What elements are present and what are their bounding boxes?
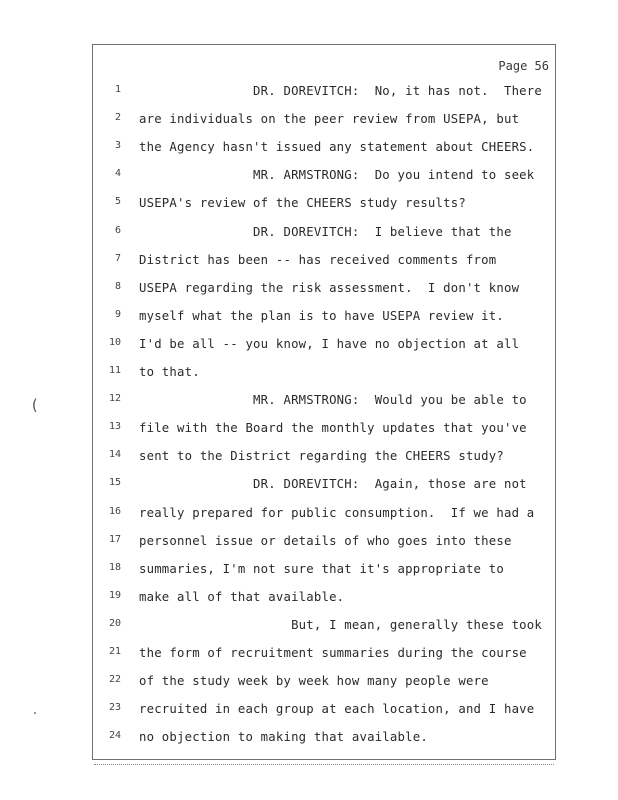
line-number: 9 xyxy=(114,308,121,320)
line-number: 8 xyxy=(114,280,121,292)
transcript-line-text: DR. DOREVITCH: I believe that the xyxy=(139,224,512,239)
line-number: 18 xyxy=(108,561,121,573)
line-number: 23 xyxy=(108,702,121,714)
line-number: 17 xyxy=(108,533,121,545)
scan-artifact-line xyxy=(94,764,554,765)
transcript-line-text: But, I mean, generally these took xyxy=(139,617,542,632)
line-number: 6 xyxy=(114,224,121,236)
line-number: 13 xyxy=(108,421,121,433)
line-number: 2 xyxy=(114,112,121,124)
transcript-line-text: make all of that available. xyxy=(139,589,345,604)
line-number: 3 xyxy=(114,140,121,152)
page-number: Page 56 xyxy=(498,59,549,73)
transcript-line-text: USEPA regarding the risk assessment. I don't know xyxy=(139,280,520,295)
transcript-line-text: really prepared for public consumption. If we had a xyxy=(139,505,535,520)
transcript-line-text: sent to the District regarding the CHEERS study? xyxy=(139,449,504,464)
transcript-page xyxy=(92,44,556,760)
transcript-line-text: are individuals on the peer review from USEPA, but xyxy=(139,112,520,127)
margin-bracket-mark: ( xyxy=(30,396,40,414)
transcript-line-text: no objection to making that available. xyxy=(139,730,428,745)
line-number: 21 xyxy=(108,646,121,657)
transcript-line-text: the form of recruitment summaries during the course xyxy=(139,646,527,660)
line-number: 22 xyxy=(108,674,121,686)
line-number: 10 xyxy=(108,336,121,348)
line-number: 24 xyxy=(108,730,121,742)
transcript-line-text: personnel issue or details of who goes into these xyxy=(139,533,512,548)
transcript-line-text: summaries, I'm not sure that it's appropriate to xyxy=(139,561,504,576)
transcript-line-text: MR. ARMSTRONG: Would you be able to xyxy=(139,393,527,408)
transcript-line-text: MR. ARMSTRONG: Do you intend to seek xyxy=(139,168,535,183)
line-number: 16 xyxy=(108,505,121,517)
line-number: 11 xyxy=(108,365,121,376)
transcript-line-text: the Agency hasn't issued any statement about CHEERS. xyxy=(139,140,535,155)
transcript-line-text: DR. DOREVITCH: Again, those are not xyxy=(139,477,527,492)
transcript-line-text: file with the Board the monthly updates that you've xyxy=(139,421,527,436)
line-number: 12 xyxy=(108,393,121,405)
transcript-line-text: myself what the plan is to have USEPA review it. xyxy=(139,308,504,323)
line-number: 14 xyxy=(108,449,121,461)
transcript-line-text: recruited in each group at each location, and I have xyxy=(139,702,535,717)
line-number: 20 xyxy=(108,617,121,629)
transcript-line-text: of the study week by week how many people were xyxy=(139,674,489,689)
transcript-line-text: USEPA's review of the CHEERS study results? xyxy=(139,196,466,211)
line-number: 1 xyxy=(114,84,121,95)
line-number: 5 xyxy=(114,196,121,208)
transcript-line-text: I'd be all -- you know, I have no objection at all xyxy=(139,336,520,351)
margin-dot xyxy=(34,712,36,714)
line-number: 7 xyxy=(114,252,121,264)
transcript-line-text: District has been -- has received comments from xyxy=(139,252,497,267)
line-number: 15 xyxy=(108,477,121,489)
line-number: 19 xyxy=(108,589,121,601)
transcript-line-text: DR. DOREVITCH: No, it has not. There xyxy=(139,84,542,98)
transcript-line-text: to that. xyxy=(139,365,200,379)
line-number: 4 xyxy=(114,168,121,180)
